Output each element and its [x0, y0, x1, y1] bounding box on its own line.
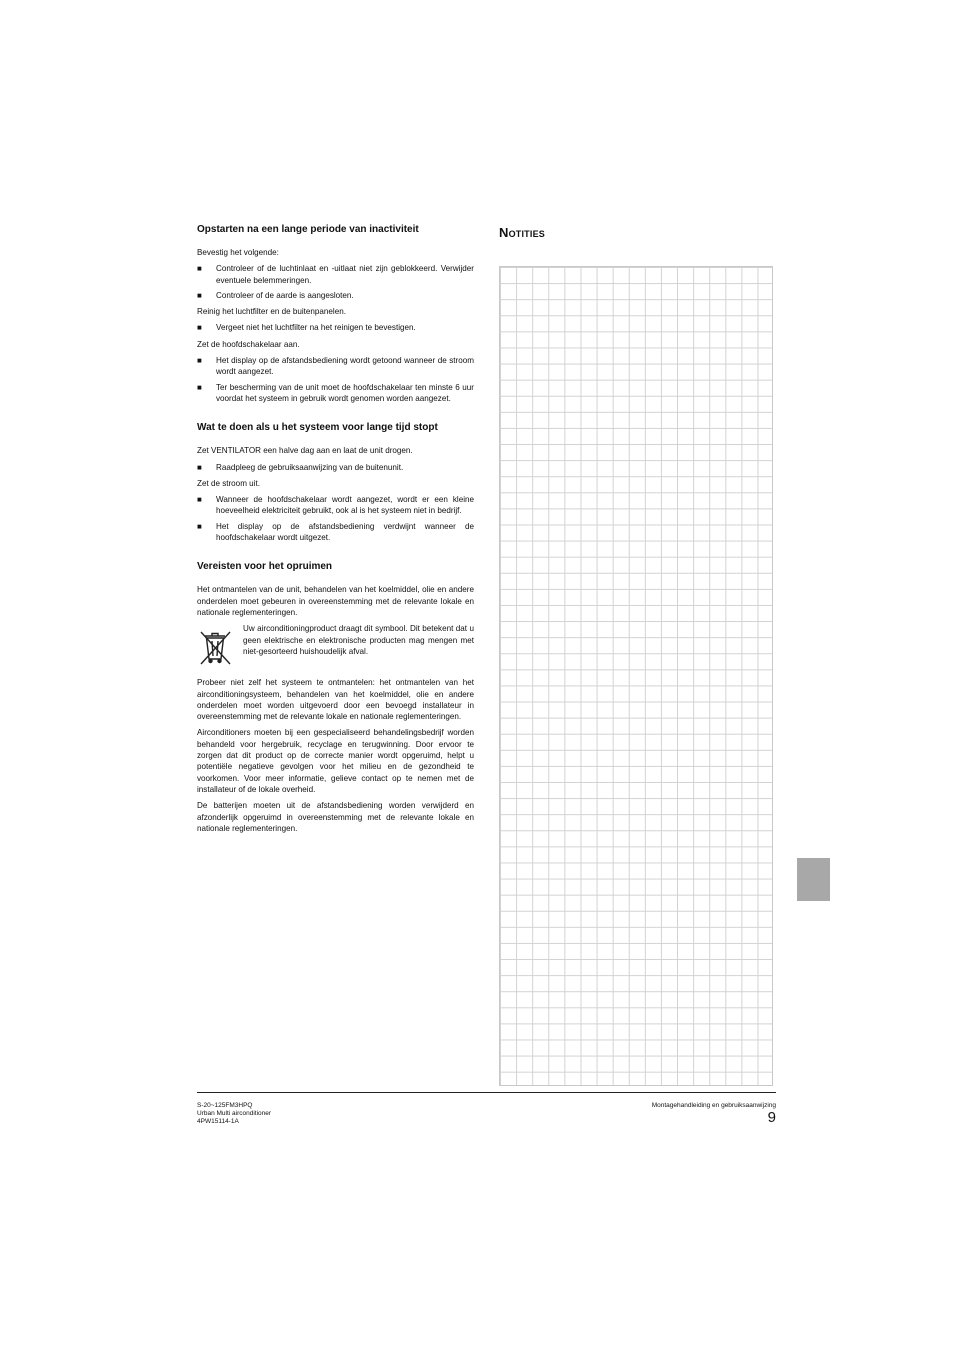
list-item: ■ Het display op de afstandsbediening wordt getoond wanneer de stroom wordt aangezet.	[197, 355, 474, 378]
section-title-disposal: Vereisten voor het opruimen	[197, 561, 333, 573]
disposal-symbol-row	[197, 623, 474, 672]
list-item: ■ Vergeet niet het luchtfilter na het reinigen te bevestigen.	[197, 322, 474, 333]
paragraph: Het ontmantelen van de unit, behandelen van het koelmiddel, olie en andere onderdelen moet gebeuren in overeenstemming met de relevante lokale en nationale reglementeringen.	[197, 585, 474, 617]
list-item: ■ Het display op de afstandsbediening verdwijnt wanneer de hoofdschakelaar wordt uitgezet.	[197, 521, 474, 544]
list-item: ■ Controleer of de aarde is aangesloten.	[197, 290, 474, 301]
paragraph: Zet VENTILATOR een halve dag aan en laat de unit drogen.	[197, 446, 413, 456]
crossed-out-wheelie-bin-icon	[197, 623, 237, 672]
list-item: ■ Controleer of de luchtinlaat en -uitlaat niet zijn geblokkeerd. Verwijder eventuele belemmeringen.	[197, 263, 474, 286]
footer-doc-code: 4PW15114-1A	[197, 1118, 239, 1125]
bullet-list	[197, 322, 474, 333]
left-column	[197, 224, 474, 839]
symbol-explanation: Uw airconditioningproduct draagt dit symbool. Dit betekent dat u geen elektrische en elektronische producten mag mengen met niet-gesorteerd huishoudelijk afval.	[243, 624, 474, 656]
notes-title: Notities	[499, 225, 545, 240]
paragraph: Zet de hoofdschakelaar aan.	[197, 339, 300, 349]
paragraph: De batterijen moeten uit de afstandsbediening worden verwijderd en afzonderlijk opgeruimd in overeenstemming met de relevante lokale en nationale reglementeringen.	[197, 801, 474, 833]
bullet-list	[197, 355, 474, 404]
list-item: ■ Raadpleeg de gebruiksaanwijzing van de buitenunit.	[197, 462, 474, 473]
footer-product-name: Urban Multi airconditioner	[197, 1110, 272, 1117]
footer-model: S-20~125FM3HPQ	[197, 1102, 253, 1109]
paragraph: Probeer niet zelf het systeem te ontmantelen: het ontmantelen van het airconditioningsysteem, behandelen van het koelmiddel, olie en andere onderdelen moet worden uitgevoerd door een bevoegd installateur in overeenstemming met de relevante lokale en nationale reglementeringen.	[197, 678, 474, 722]
page-number: 9	[767, 1109, 776, 1126]
bullet-list	[197, 263, 474, 301]
paragraph: Airconditioners moeten bij een gespecialiseerd behandelingsbedrijf worden behandeld voor hergebruik, recyclage en terugwinning. Door ervoor te zorgen dat dit product op de correcte manier wordt opgeruimd, helpt u potentiële negatieve gevolgen voor het milieu en de gezondheid te voorkomen. Voor meer informatie, gelieve contact op te nemen met de installateur of de lokale overheid.	[197, 728, 474, 794]
list-item: ■ Wanneer de hoofdschakelaar wordt aangezet, wordt er een kleine hoeveelheid elektriciteit gebruikt, ook al is het systeem niet in bedrijf.	[197, 494, 474, 517]
paragraph: Zet de stroom uit.	[197, 478, 260, 488]
paragraph: Reinig het luchtfilter en de buitenpanelen.	[197, 307, 346, 317]
footer-product-info	[197, 1102, 271, 1126]
footer-divider	[197, 1092, 776, 1093]
section-title-startup: Opstarten na een lange periode van inactiviteit	[197, 224, 419, 235]
footer-doc-title: Montagehandleiding en gebruiksaanwijzing	[651, 1102, 776, 1109]
section-title-long-stop: Wat te doen als u het systeem voor lange tijd stopt	[197, 422, 438, 434]
chapter-tab	[797, 858, 830, 901]
list-item: ■ Ter bescherming van de unit moet de hoofdschakelaar ten minste 6 uur voordat het systeem in gebruik wordt genomen worden aangezet.	[197, 382, 474, 405]
notes-grid	[499, 266, 773, 1086]
bullet-list	[197, 462, 474, 473]
footer-page-info	[652, 1102, 776, 1126]
paragraph: Bevestig het volgende:	[197, 248, 279, 257]
bullet-list	[197, 494, 474, 543]
